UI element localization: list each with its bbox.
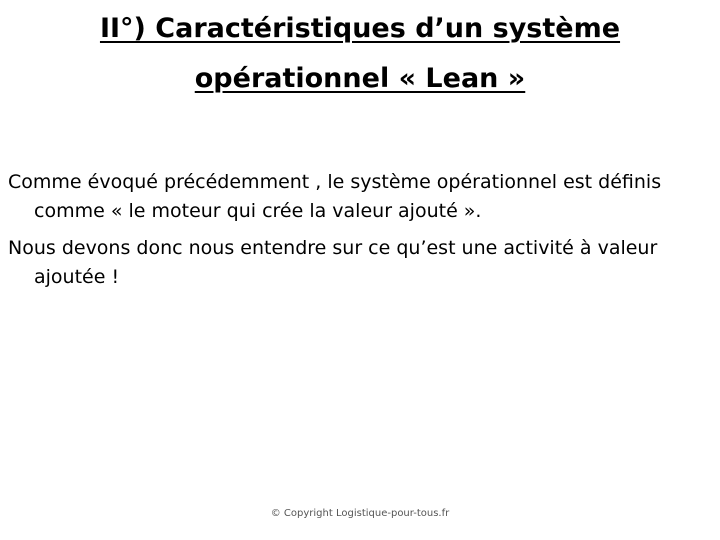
body-paragraph-2: Nous devons donc nous entendre sur ce qu’est une activité à valeur ajoutée ! (8, 237, 658, 288)
slide-title-line-2: opérationnel « Lean » (194, 63, 526, 94)
copyright-footer: © Copyright Logistique-pour-tous.fr (270, 508, 450, 519)
slide-title (60, 4, 660, 104)
slide-title-line-1: II°) Caractéristiques d’un système (99, 13, 621, 44)
body-paragraph-1: Comme évoqué précédemment , le système opérationnel est définis comme « le moteur qui crée la valeur ajouté ». (8, 171, 662, 222)
slide-body (8, 168, 714, 300)
